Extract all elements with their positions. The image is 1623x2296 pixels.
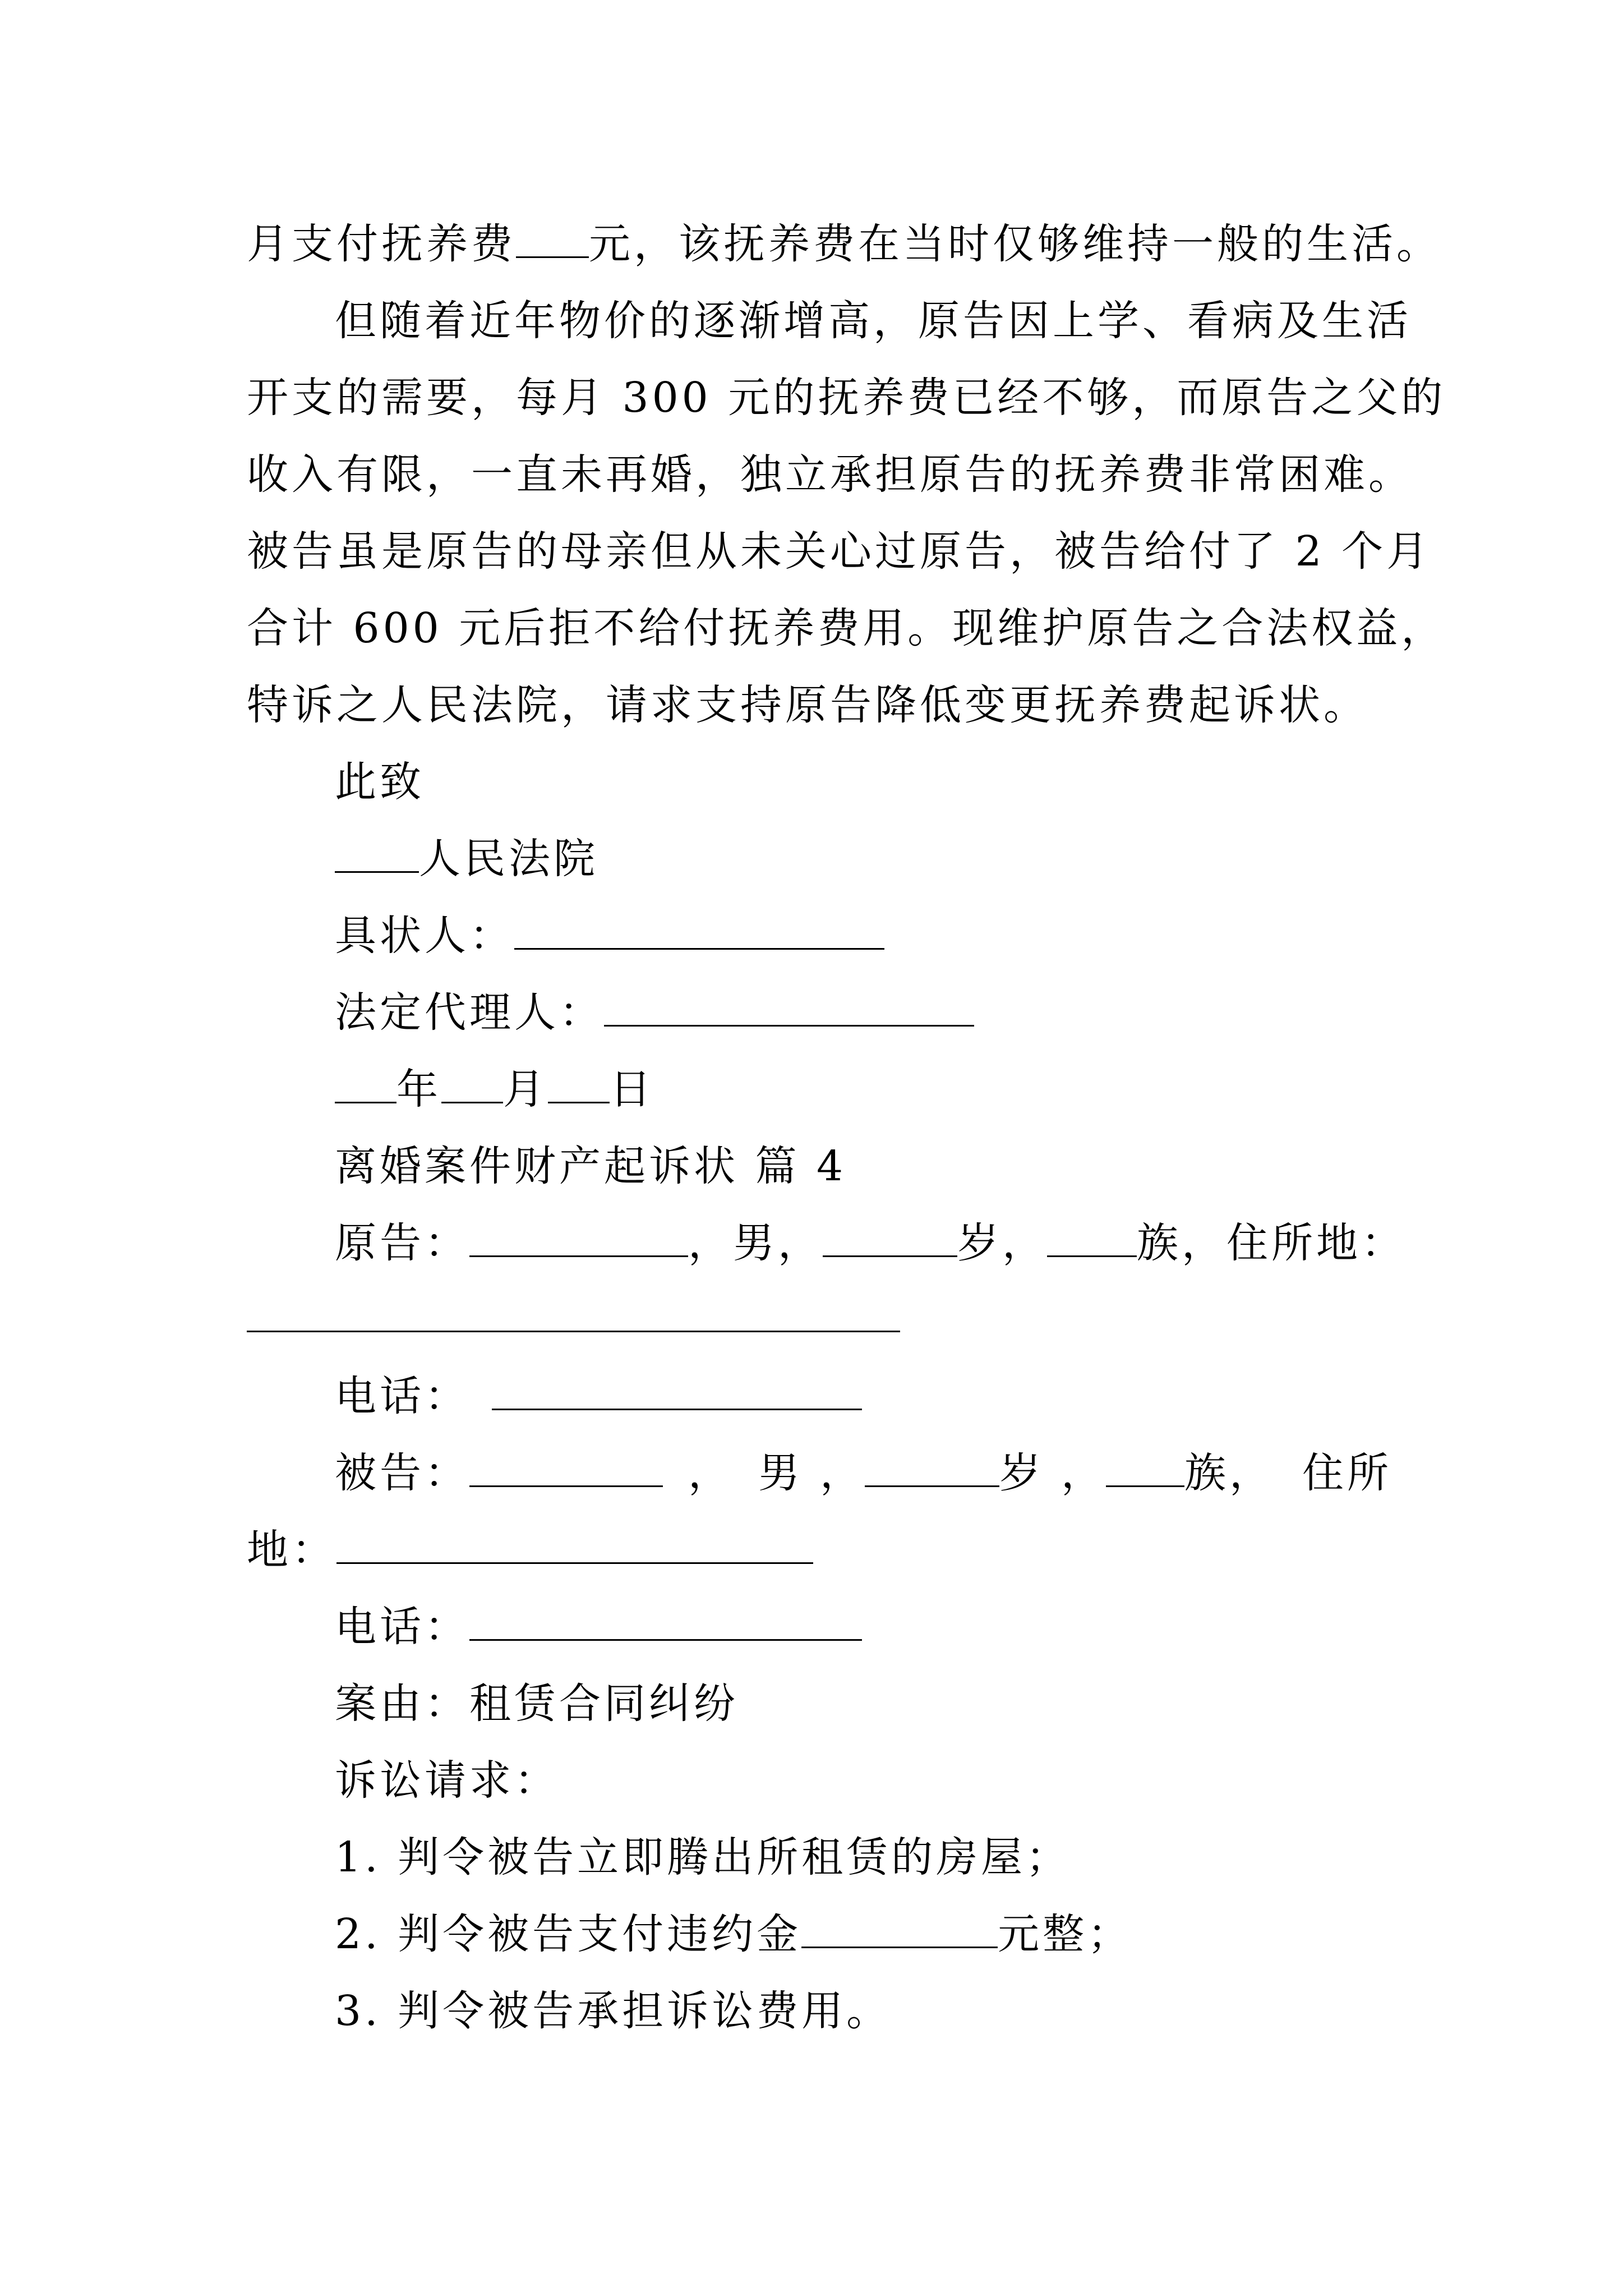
- text-span: 人民法院: [419, 835, 598, 883]
- blank-field: [1106, 1451, 1184, 1487]
- label: 被告：: [335, 1449, 469, 1497]
- claim-item: 3. 判令被告承担诉讼费用。: [335, 1987, 892, 2035]
- text-span: 住所: [1302, 1449, 1392, 1497]
- text-span: ，: [1061, 1449, 1106, 1497]
- salutation: 此致: [335, 758, 425, 806]
- claim-item: [335, 1906, 1132, 1962]
- label: 法定代理人：: [335, 988, 604, 1037]
- text-line: 特诉之人民法院，请求支持原告降低变更抚养费起诉状。: [247, 681, 1368, 729]
- text-line: 被告虽是原告的母亲但从未关心过原告，被告给付了 2 个月: [247, 527, 1432, 576]
- text-line: [247, 216, 1441, 272]
- court-line: [335, 831, 598, 887]
- blank-field: [469, 1604, 862, 1641]
- cause-line: 案由：租赁合同纠纷: [335, 1680, 739, 1728]
- signer-line: [335, 908, 884, 964]
- date-line: [335, 1061, 654, 1117]
- label: 电话：: [335, 1372, 469, 1420]
- claim-item: 1. 判令被告立即腾出所租赁的房屋；: [335, 1833, 1071, 1881]
- agent-line: [335, 984, 974, 1041]
- claims-heading: 诉讼请求：: [335, 1756, 559, 1805]
- text-span: 月支付抚养费: [247, 220, 516, 268]
- section-heading: 离婚案件财产起诉状 篇 4: [335, 1142, 847, 1190]
- blank-field: [1047, 1221, 1137, 1257]
- blank-field: [469, 1451, 663, 1487]
- blank-field: [335, 1067, 396, 1103]
- text-span: 男: [758, 1449, 803, 1497]
- blank-field: [336, 1527, 813, 1564]
- defendant-address-line: [247, 1522, 813, 1578]
- text-span: 元，该抚养费在当时仅够维持一般的生活。: [589, 220, 1441, 268]
- label: 地：: [247, 1526, 336, 1574]
- text-span: ，: [688, 1449, 733, 1497]
- text-line: 开支的需要，每月 300 元的抚养费已经不够，而原告之父的: [247, 374, 1446, 422]
- blank-field: [469, 1221, 688, 1257]
- text-span: 2. 判令被告支付违约金: [335, 1910, 802, 1958]
- blank-field: [335, 836, 419, 873]
- text-span: 岁，: [957, 1219, 1047, 1267]
- blank-field: [604, 990, 974, 1027]
- text-span: 岁: [999, 1449, 1044, 1497]
- phone-line: [335, 1599, 862, 1655]
- blank-field: [548, 1067, 610, 1103]
- text-line: 收入有限，一直未再婚，独立承担原告的抚养费非常困难。: [247, 450, 1413, 499]
- text-span: ，: [820, 1449, 865, 1497]
- text-line: 合计 600 元后拒不给付抚养费用。现维护原告之合法权益，: [247, 604, 1446, 652]
- blank-field: [492, 1374, 862, 1410]
- plaintiff-line: [335, 1215, 1406, 1271]
- address-blank: [247, 1331, 900, 1332]
- text-span: 族，住所地：: [1137, 1219, 1406, 1267]
- text-span: 日: [610, 1065, 654, 1114]
- label: 具状人：: [335, 912, 514, 960]
- text-span: 月: [503, 1065, 548, 1114]
- defendant-line: [335, 1445, 1392, 1501]
- blank-field: [516, 222, 589, 258]
- text-line: 但随着近年物价的逐渐增高，原告因上学、看病及生活: [335, 297, 1412, 345]
- label: 电话：: [335, 1603, 469, 1651]
- blank-field: [801, 1912, 998, 1948]
- phone-line: [335, 1368, 862, 1424]
- text-span: 年: [396, 1065, 441, 1114]
- text-span: 元整；: [998, 1910, 1133, 1958]
- text-span: 族，: [1184, 1449, 1274, 1497]
- blank-field: [823, 1221, 957, 1257]
- blank-field: [441, 1067, 503, 1103]
- label: 原告：: [335, 1219, 469, 1267]
- blank-field: [514, 913, 884, 950]
- text-span: ，男，: [688, 1219, 823, 1267]
- blank-field: [865, 1451, 999, 1487]
